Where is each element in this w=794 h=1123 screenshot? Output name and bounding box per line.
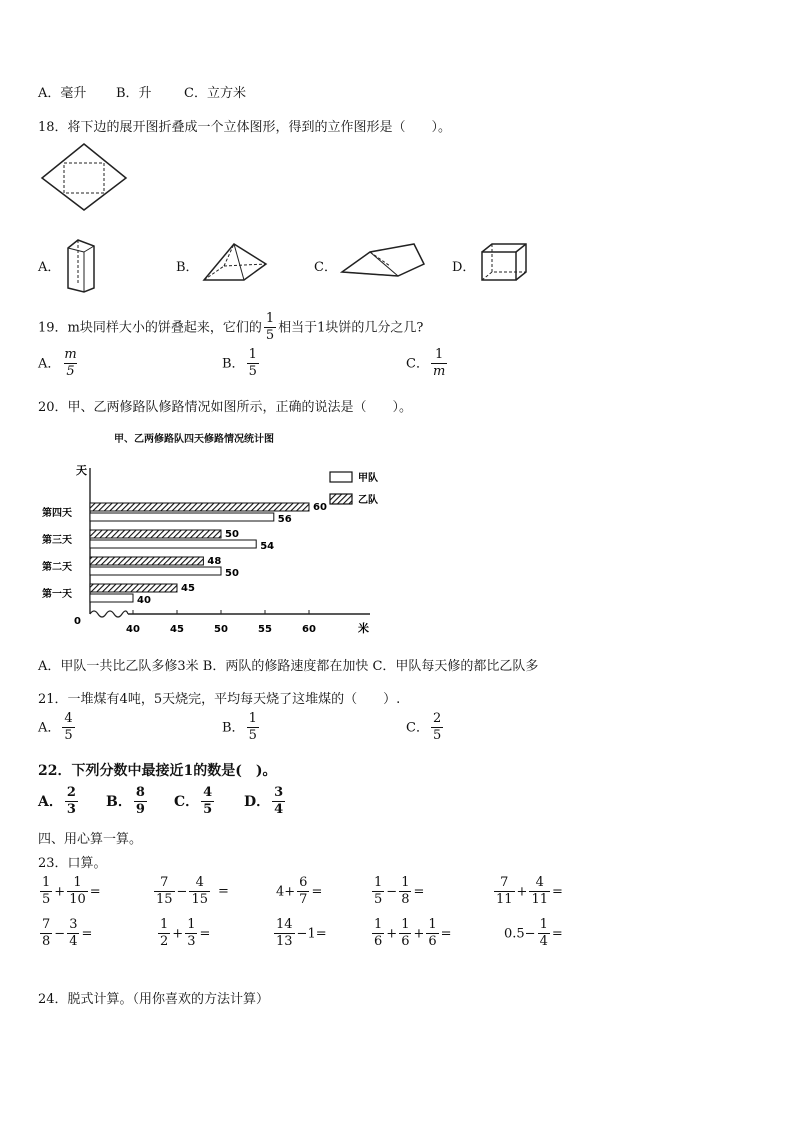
q19-stem-fraction (264, 312, 276, 344)
q24-stem: 24．脱式计算。（用你喜欢的方法计算） (38, 992, 270, 1007)
fraction (134, 786, 147, 818)
numerator: 1 (73, 875, 82, 890)
fraction (185, 918, 197, 950)
q23-item (370, 876, 424, 908)
bar-value-label: 48 (207, 556, 222, 567)
option-label: A． (38, 356, 61, 372)
q19-stem-text: 19．m块同样大小的饼叠起来，它们的 (38, 320, 262, 336)
q23-item (370, 918, 452, 950)
q23-item (272, 918, 327, 950)
fraction (494, 876, 515, 908)
numerator: 1 (248, 347, 257, 362)
q23-item (276, 876, 322, 908)
denominator: 5 (265, 328, 275, 344)
q23-item (504, 918, 563, 950)
y-axis-label: 天 (76, 464, 87, 477)
option-label: D． (244, 793, 271, 810)
numerator: 7 (500, 875, 509, 890)
operator: + (54, 884, 66, 900)
q19-stem (38, 312, 423, 344)
numerator: 2 (66, 785, 76, 800)
operator: + (413, 926, 425, 942)
fraction (372, 918, 384, 950)
fraction (62, 712, 74, 744)
numerator: 1 (539, 917, 548, 932)
denominator: 5 (203, 802, 213, 818)
q18-option-d: D． (452, 260, 476, 275)
axis-break-mark (90, 611, 128, 617)
equals: = (199, 926, 211, 942)
x-tick-label: 60 (302, 624, 316, 635)
triangular-prism-lying-figure (338, 240, 428, 280)
numerator: 4 (203, 785, 213, 800)
operand: 0.5− (504, 926, 536, 942)
option-label: A． (38, 793, 63, 810)
numerator: 1 (401, 875, 410, 890)
fraction (399, 876, 411, 908)
equals: = (89, 884, 101, 900)
denominator: 9 (135, 802, 145, 818)
operand: 4+ (276, 884, 296, 900)
option-label: B． (222, 720, 245, 736)
denominator: 5 (66, 364, 75, 380)
denominator: 6 (401, 934, 410, 950)
fraction (372, 876, 384, 908)
denominator: 10 (69, 892, 86, 908)
q22-option-b (106, 786, 149, 818)
q18-option-a: A． (38, 260, 61, 275)
q21-option-a (38, 712, 77, 744)
fraction (297, 876, 309, 908)
bar-value-label: 54 (260, 541, 275, 552)
y-category-label: 第二天 (42, 562, 72, 573)
bar-value-label: 45 (181, 583, 195, 594)
cube-figure (478, 240, 530, 284)
operator: + (516, 884, 528, 900)
fraction (201, 786, 214, 818)
denominator: 15 (156, 892, 173, 908)
q21-option-b (222, 712, 261, 744)
denominator: 11 (531, 892, 548, 908)
q23-stem: 23．口算。 (38, 856, 107, 871)
y-category-label: 第三天 (42, 535, 72, 546)
denominator: 5 (432, 728, 442, 744)
x-tick-label: 50 (214, 624, 228, 635)
denominator: 5 (64, 728, 73, 744)
numerator: 1 (187, 917, 196, 932)
numerator: 3 (274, 785, 284, 800)
bar-yi (90, 530, 221, 538)
q20-stem: 20．甲、乙两修路队修路情况如图所示，正确的说法是（ ）。 (38, 400, 413, 415)
q21-stem: 21．一堆煤有4吨，5天烧完，平均每天烧了这堆煤的（ ）. (38, 692, 401, 707)
numerator: 7 (42, 917, 51, 932)
numerator: 1 (434, 347, 444, 362)
option-label: A． (38, 720, 61, 736)
numerator: 4 (535, 875, 544, 890)
denominator: 5 (248, 728, 257, 744)
numerator: 1 (160, 917, 169, 932)
q23-item (38, 918, 92, 950)
x-tick-label: 40 (126, 624, 140, 635)
q21-option-c (406, 712, 445, 744)
numerator: 1 (42, 875, 51, 890)
q19-stem-text-end: 相当于1块饼的几分之几? (278, 320, 424, 336)
numerator: 1 (428, 917, 437, 932)
y-category-label: 第四天 (42, 508, 72, 519)
denominator: 4 (69, 934, 78, 950)
bar-yi (90, 584, 177, 592)
bar-jia (90, 567, 221, 575)
fraction (40, 918, 52, 950)
numerator: 6 (299, 875, 308, 890)
equals: = (440, 926, 452, 942)
denominator: 3 (66, 802, 76, 818)
bar-jia (90, 594, 133, 602)
numerator: 7 (160, 875, 169, 890)
operator: − (386, 884, 398, 900)
q19-option-c (406, 348, 449, 380)
operator: − (176, 884, 188, 900)
q22-stem: 22．下列分数中最接近1的数是( )。 (38, 763, 277, 779)
bar-value-label: 50 (225, 568, 239, 579)
denominator: 8 (42, 934, 51, 950)
q17-option-c: C．立方米 (184, 86, 246, 101)
option-label: C． (406, 356, 429, 372)
q18-stem: 18．将下边的展开图折叠成一个立体图形，得到的立作图形是（ ）。 (38, 120, 452, 135)
bar-value-label: 60 (313, 502, 327, 513)
x-tick-label: 45 (170, 624, 184, 635)
fraction (62, 348, 78, 380)
triangular-prism-upright-figure (64, 236, 100, 294)
operator: + (386, 926, 398, 942)
q20-options: A．甲队一共比乙队多修3米 B．两队的修路速度都在加快 C．甲队每天修的都比乙队多 (38, 659, 539, 674)
denominator: 5 (374, 892, 383, 908)
fraction (40, 876, 52, 908)
numerator: 1 (374, 875, 383, 890)
q23-item (492, 876, 563, 908)
legend-swatch-yi (330, 494, 352, 504)
bar-jia (90, 540, 256, 548)
numerator: 4 (64, 711, 73, 726)
operator: + (172, 926, 184, 942)
q22-option-c (174, 786, 216, 818)
y-category-label: 第一天 (42, 589, 72, 600)
bar-jia (90, 513, 274, 521)
equals: = (551, 926, 563, 942)
numerator: 8 (135, 785, 145, 800)
fraction (431, 712, 443, 744)
bar-chart (30, 426, 430, 636)
option-label: B． (222, 356, 245, 372)
bar-value-label: 40 (137, 595, 151, 606)
denominator: 6 (374, 934, 383, 950)
fraction (67, 876, 88, 908)
fraction (399, 918, 411, 950)
legend-label-jia: 甲队 (358, 473, 378, 484)
fraction (154, 876, 175, 908)
q19-option-b (222, 348, 261, 380)
numerator: 14 (276, 917, 293, 932)
numerator: m (64, 347, 77, 362)
fraction (65, 786, 78, 818)
denominator: 7 (299, 892, 308, 908)
equals: = (552, 884, 563, 900)
operand: −1= (296, 926, 327, 942)
fraction (529, 876, 550, 908)
denominator: 8 (401, 892, 410, 908)
fraction (158, 918, 170, 950)
denominator: 11 (496, 892, 513, 908)
denominator: 3 (187, 934, 196, 950)
fraction (247, 348, 259, 380)
pyramid-figure (200, 240, 270, 284)
numerator: 2 (432, 711, 442, 726)
q22-option-a (38, 786, 80, 818)
numerator: 4 (195, 875, 204, 890)
equals: = (81, 926, 93, 942)
q22-option-d (244, 786, 287, 818)
x-tick-label: 55 (258, 624, 272, 635)
fraction (274, 918, 295, 950)
q23-item (156, 918, 210, 950)
numerator: 1 (374, 917, 383, 932)
denominator: 13 (276, 934, 293, 950)
q18-option-c: C． (314, 260, 337, 275)
fraction (67, 918, 79, 950)
bar-yi (90, 503, 309, 511)
option-label: C． (406, 720, 429, 736)
q23-item (152, 876, 229, 908)
fraction (247, 712, 259, 744)
option-label: C． (174, 793, 200, 810)
section-heading: 四、用心算一算。 (38, 832, 143, 847)
bar-value-label: 56 (277, 514, 292, 525)
q17-option-b: B．升 (116, 86, 152, 101)
q18-option-b: B． (176, 260, 199, 275)
numerator: 1 (401, 917, 410, 932)
fraction (189, 876, 210, 908)
equals: = (311, 884, 323, 900)
equals: = (218, 884, 229, 900)
numerator: 1 (265, 311, 275, 326)
fraction (426, 918, 438, 950)
x-axis-label: 米 (358, 622, 369, 635)
denominator: 15 (191, 892, 208, 908)
q23-item (38, 876, 101, 908)
denominator: 2 (160, 934, 169, 950)
denominator: 5 (42, 892, 51, 908)
denominator: m (432, 364, 446, 380)
origin-label: 0 (74, 616, 81, 627)
operator: − (54, 926, 66, 942)
option-label: B． (106, 793, 132, 810)
q17-option-a: A．毫升 (38, 86, 87, 101)
q19-option-a (38, 348, 81, 380)
denominator: 5 (248, 364, 257, 380)
legend-label-yi: 乙队 (358, 495, 378, 506)
numerator: 3 (69, 917, 78, 932)
denominator: 6 (428, 934, 437, 950)
denominator: 4 (539, 934, 548, 950)
chart-title: 甲、乙两修路队四天修路情况统计图 (114, 434, 274, 445)
unfolded-net-figure (38, 140, 130, 214)
fraction (272, 786, 285, 818)
fraction (431, 348, 447, 380)
equals: = (413, 884, 425, 900)
numerator: 1 (248, 711, 257, 726)
fraction (538, 918, 550, 950)
legend-swatch-jia (330, 472, 352, 482)
bar-yi (90, 557, 203, 565)
denominator: 4 (274, 802, 284, 818)
bar-value-label: 50 (225, 529, 239, 540)
